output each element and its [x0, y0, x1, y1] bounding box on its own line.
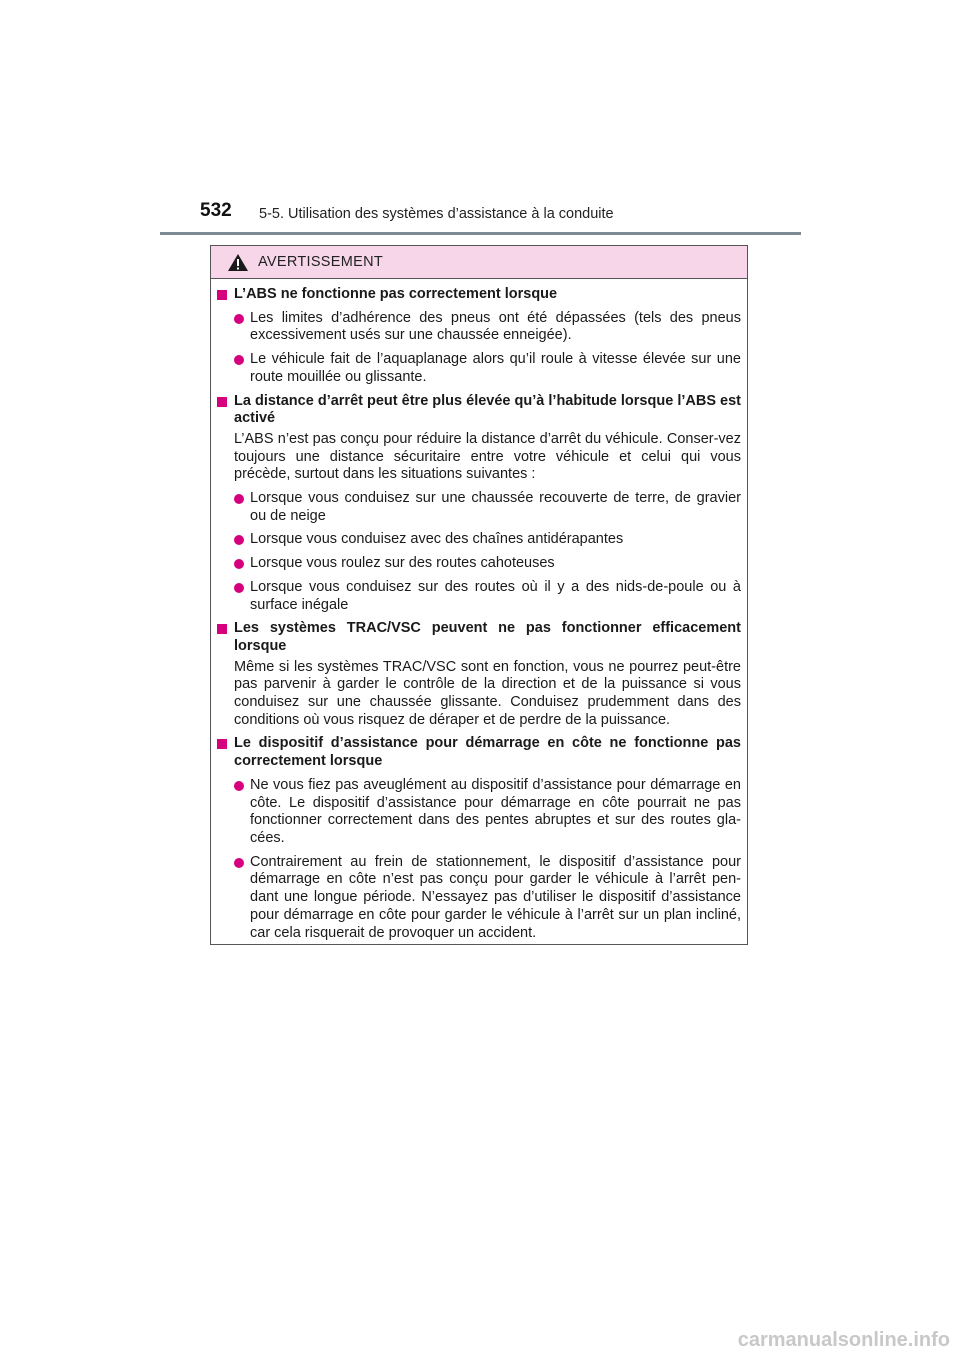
list-item-text: Les limites d’adhérence des pneus ont été dépassées (tels des pneus excessivement usés sur une chaussée enneigée).	[250, 309, 741, 344]
list-item-text: Lorsque vous conduisez avec des chaînes antidérapantes	[250, 531, 624, 548]
section-title: 5-5. Utilisation des systèmes d’assistance à la conduite	[259, 206, 614, 222]
round-bullet-icon	[234, 535, 244, 545]
list-item	[234, 777, 741, 848]
watermark: carmanualsonline.info	[737, 1329, 950, 1351]
round-bullet-icon	[234, 858, 244, 868]
section-paragraph: L’ABS n’est pas conçu pour réduire la distance d’arrêt du véhicule. Conser-vez toujours une distance sécuritaire entre votre véhicule et celui qui vous précède, surtout dans les situations suivantes :	[234, 430, 741, 483]
list-item	[234, 854, 741, 943]
list-item	[234, 351, 741, 386]
page-number: 532	[200, 200, 232, 221]
round-bullet-icon	[234, 583, 244, 593]
section-heading-text: La distance d’arrêt peut être plus élevée qu’à l’habitude lorsque l’ABS est activé	[234, 392, 741, 427]
warning-title: AVERTISSEMENT	[258, 254, 384, 270]
section-heading-text: Les systèmes TRAC/VSC peuvent ne pas fonctionner efficacement lorsque	[234, 620, 741, 654]
list-item-text: Ne vous fiez pas aveuglément au dispositif d’assistance pour démarrage en côte. Le dispositif d’assistance pour démarrage en côte pourrait ne pas fonctionner correctement dans des pentes abruptes et sur des routes gla-cées.	[250, 776, 741, 846]
list-item-text: Lorsque vous conduisez sur des routes où il y a des nids-de-poule ou à surface inégale	[250, 578, 741, 613]
section-heading	[217, 393, 741, 428]
warning-header	[211, 246, 747, 279]
header-rule	[160, 232, 801, 235]
list-item	[234, 531, 741, 549]
round-bullet-icon	[234, 559, 244, 569]
warning-section	[217, 620, 741, 729]
square-bullet-icon	[217, 397, 227, 407]
section-heading	[217, 735, 741, 770]
list-item-text: Lorsque vous roulez sur des routes cahoteuses	[250, 555, 555, 572]
round-bullet-icon	[234, 781, 244, 791]
round-bullet-icon	[234, 494, 244, 504]
list-item	[234, 555, 741, 573]
list-item-text: Contrairement au frein de stationnement, le dispositif d’assistance pour démarrage en côte n’est pas conçu pour garder le véhicule à l’arrêt pen-dant une longue période. N’essayez pas d’utiliser le dispositif d’assistance pour démarrage en côte pour garder le véhicule à l’arrêt sur un plan incliné, car cela risquerait de provoquer un accident.	[250, 853, 741, 941]
section-heading-text: Le dispositif d’assistance pour démarrage en côte ne fonctionne pas correctement lorsque	[234, 735, 741, 770]
warning-section	[217, 393, 741, 615]
warning-box	[210, 245, 748, 945]
warning-triangle-icon	[227, 253, 249, 272]
round-bullet-icon	[234, 355, 244, 365]
section-heading-text: L’ABS ne fonctionne pas correctement lorsque	[234, 286, 558, 302]
square-bullet-icon	[217, 739, 227, 749]
list-item	[234, 310, 741, 345]
list-item-text: Lorsque vous conduisez sur une chaussée recouverte de terre, de gravier ou de neige	[250, 490, 741, 524]
warning-body	[211, 279, 747, 942]
list-item	[234, 579, 741, 614]
list-item-text: Le véhicule fait de l’aquaplanage alors qu’il roule à vitesse élevée sur une route mouillée ou glissante.	[250, 351, 741, 385]
section-paragraph: Même si les systèmes TRAC/VSC sont en fonction, vous ne pourrez peut-être pas parvenir à garder le contrôle de la direction et de la puissance si vous conduisez sur une chaussée glissante. Conduisez prudemment dans des conditions où vous risquez de déraper et de perdre de la puissance.	[234, 658, 741, 728]
warning-section	[217, 286, 741, 387]
list-item	[234, 490, 741, 525]
warning-section	[217, 735, 741, 942]
square-bullet-icon	[217, 290, 227, 300]
section-heading	[217, 286, 741, 304]
section-heading	[217, 620, 741, 655]
square-bullet-icon	[217, 624, 227, 634]
round-bullet-icon	[234, 314, 244, 324]
